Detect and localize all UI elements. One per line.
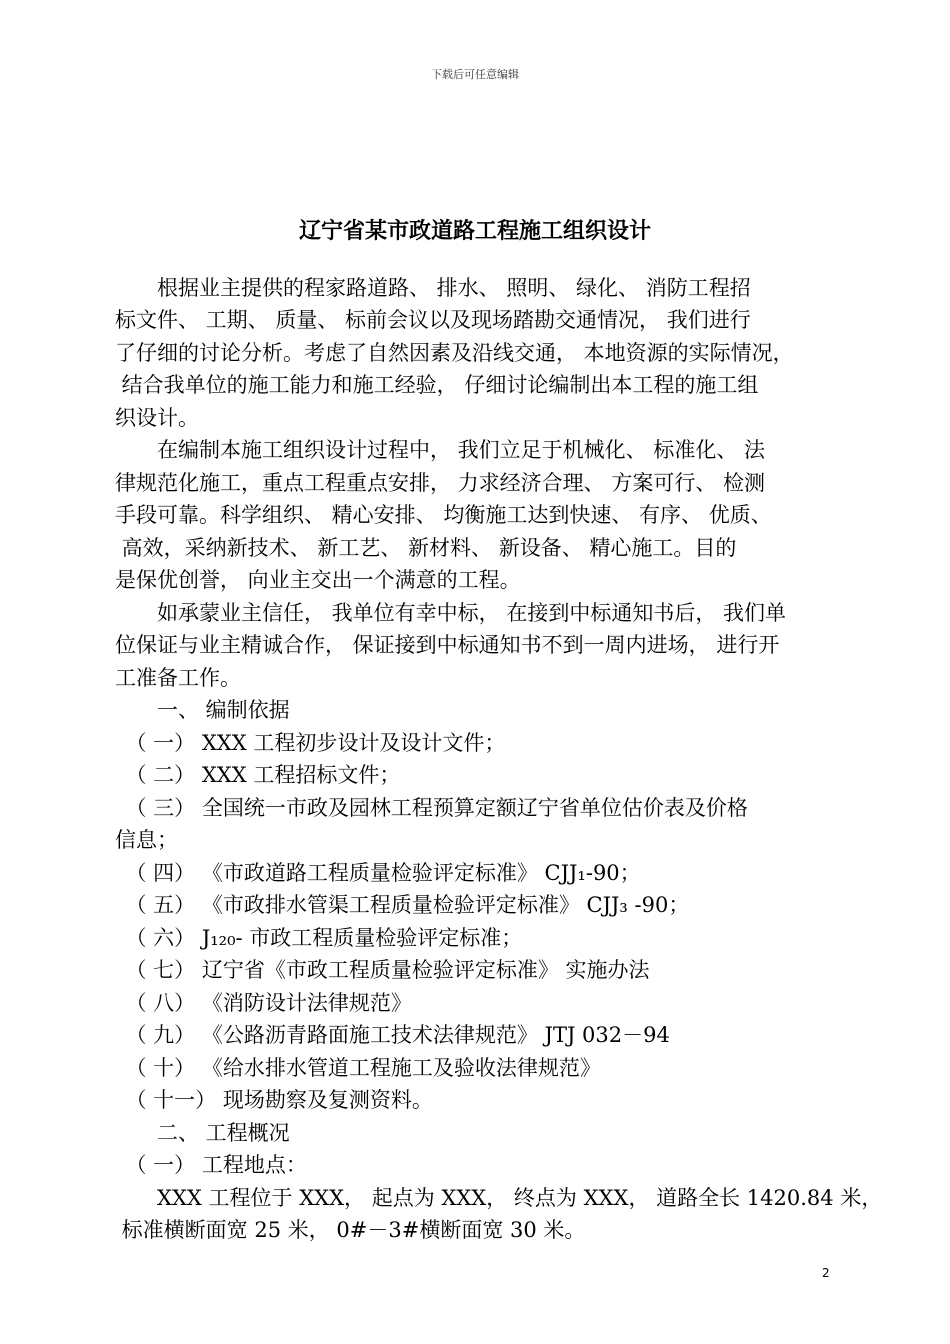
body-line: 根据业主提供的程家路道路、 排水、 照明、 绿化、 消防工程招 <box>115 276 751 300</box>
header-note: 下载后可任意编辑 <box>431 68 519 81</box>
list-item-continuation: 信息； <box>115 828 178 852</box>
body-line: XXX 工程位于 XXX， 起点为 XXX， 终点为 XXX， 道路全长 1420.84 米， <box>115 1186 883 1210</box>
body-line: 结合我单位的施工能力和施工经验， 仔细讨论编制出本工程的施工组 <box>115 373 759 397</box>
body-line: 手段可靠。科学组织、 精心安排、 均衡施工达到快速、 有序、 优质、 <box>115 503 772 527</box>
list-item: （ 六） J₁₂₀- 市政工程质量检验评定标准； <box>115 926 523 950</box>
list-item: （ 十一） 现场勘察及复测资料。 <box>115 1088 433 1112</box>
page-number: 2 <box>822 1266 830 1280</box>
document-title: 辽宁省某市政道路工程施工组织设计 <box>298 219 651 244</box>
body-line: 了仔细的讨论分析。考虑了自然因素及沿线交通， 本地资源的实际情况， <box>115 341 794 365</box>
section-heading: 二、 工程概况 <box>115 1121 290 1145</box>
body-line: 标文件、 工期、 质量、 标前会议以及现场踏勘交通情况， 我们进行 <box>115 308 751 332</box>
body-line: 标准横断面宽 25 米， 0#－3#横断面宽 30 米。 <box>115 1218 586 1242</box>
body-line: 高效，采纳新技术、 新工艺、 新材料、 新设备、 精心施工。目的 <box>115 536 737 560</box>
list-item: （ 九） 《公路沥青路面施工技术法律规范》 JTJ 032－94 <box>115 1023 670 1047</box>
body-line: 是保优创誉， 向业主交出一个满意的工程。 <box>115 568 521 592</box>
list-item: （ 八） 《消防设计法律规范》 <box>115 991 412 1015</box>
body-line: 织设计。 <box>115 406 199 430</box>
list-item: （ 一） XXX 工程初步设计及设计文件； <box>115 731 506 755</box>
list-item: （ 一） 工程地点： <box>115 1153 307 1177</box>
list-item: （ 七） 辽宁省《市政工程质量检验评定标准》 实施办法 <box>115 958 650 982</box>
list-item: （ 三） 全国统一市政及园林工程预算定额辽宁省单位估价表及价格 <box>115 796 748 820</box>
list-item: （ 十） 《给水排水管道工程施工及验收法律规范》 <box>115 1056 601 1080</box>
list-item: （ 五） 《市政排水管渠工程质量检验评定标准》 CJJ₃ -90； <box>115 893 690 917</box>
body-line: 位保证与业主精诚合作， 保证接到中标通知书不到一周内进场， 进行开 <box>115 633 780 657</box>
list-item: （ 四） 《市政道路工程质量检验评定标准》 CJJ₁-90； <box>115 861 641 885</box>
body-line: 律规范化施工，重点工程重点安排， 力求经济合理、 方案可行、 检测 <box>115 471 766 495</box>
section-heading: 一、 编制依据 <box>115 698 290 722</box>
body-line: 在编制本施工组织设计过程中， 我们立足于机械化、 标准化、 法 <box>115 438 766 462</box>
list-item: （ 二） XXX 工程招标文件； <box>115 763 401 787</box>
body-line: 如承蒙业主信任， 我单位有幸中标， 在接到中标通知书后， 我们单 <box>115 601 787 625</box>
body-line: 工准备工作。 <box>115 666 241 690</box>
